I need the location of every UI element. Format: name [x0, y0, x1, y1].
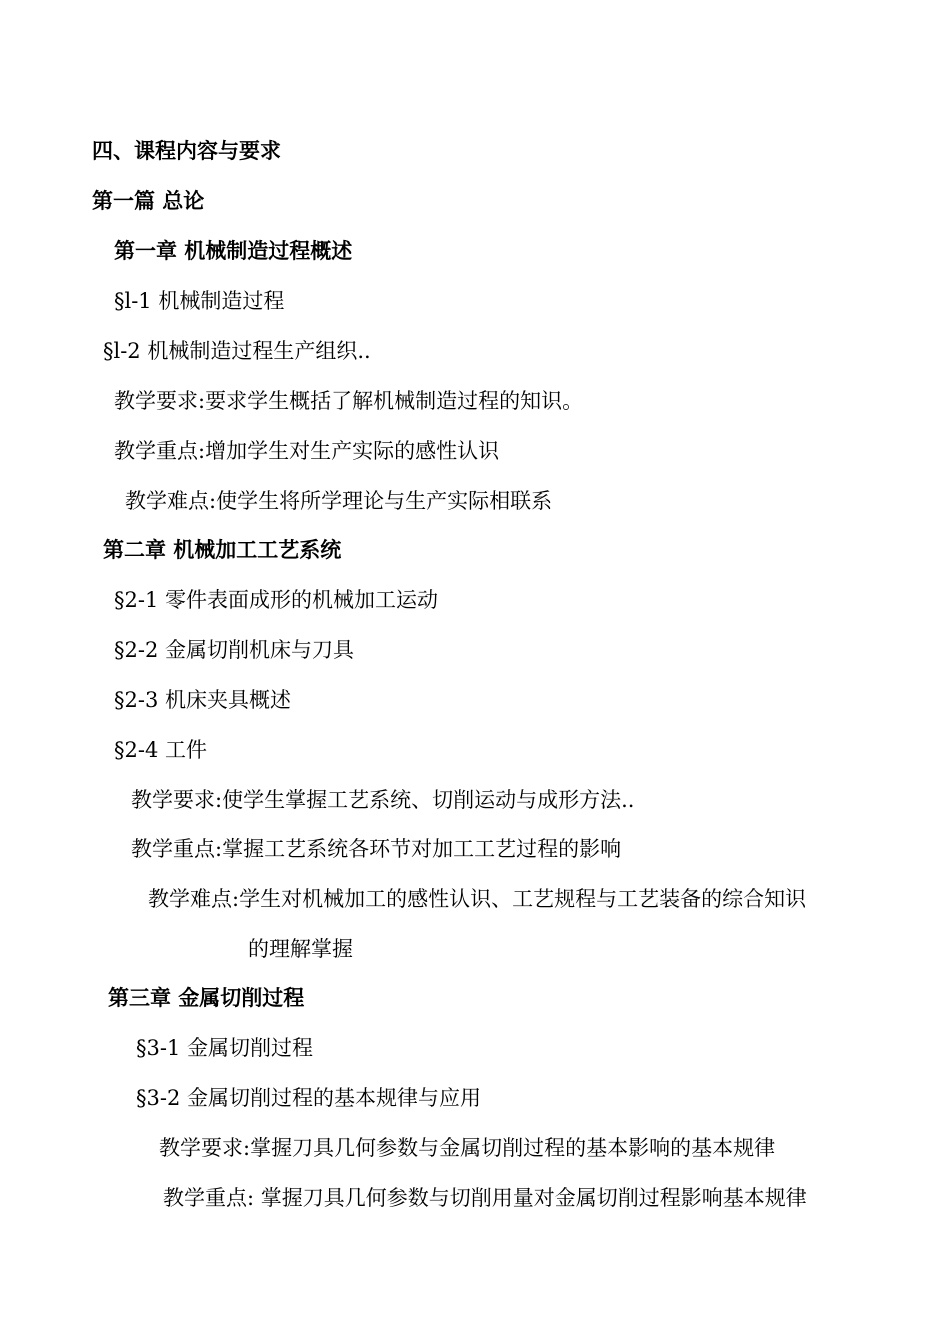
chapter3-title: 第三章 金属切削过程 [108, 986, 305, 1010]
chapter2-key-point: 教学重点:掌握工艺系统各环节对加工工艺过程的影响 [131, 837, 622, 861]
chapter3-item-1: §3-1 金属切削过程 [136, 1036, 313, 1060]
chapter1-item-2: §l-2 机械制造过程生产组织.. [103, 339, 371, 363]
chapter2-requirement: 教学要求:使学生掌握工艺系统、切削运动与成形方法.. [131, 788, 635, 812]
chapter2-item-4: §2-4 工件 [114, 738, 207, 762]
chapter3-key-point: 教学重点: 掌握刀具几何参数与切削用量对金属切削过程影响基本规律 [163, 1186, 807, 1210]
chapter2-item-1: §2-1 零件表面成形的机械加工运动 [114, 588, 438, 612]
chapter2-item-2: §2-2 金属切削机床与刀具 [114, 638, 354, 662]
chapter3-item-2: §3-2 金属切削过程的基本规律与应用 [136, 1086, 481, 1110]
chapter1-title: 第一章 机械制造过程概述 [114, 239, 353, 263]
chapter2-difficulty: 教学难点:学生对机械加工的感性认识、工艺规程与工艺装备的综合知识 [148, 887, 807, 911]
section-title: 四、课程内容与要求 [92, 139, 281, 163]
chapter1-difficulty: 教学难点:使学生将所学理论与生产实际相联系 [125, 489, 553, 513]
chapter2-difficulty-continued: 的理解掌握 [248, 937, 353, 961]
chapter1-item-1: §l-1 机械制造过程 [114, 289, 285, 313]
chapter2-title: 第二章 机械加工工艺系统 [103, 538, 342, 562]
chapter1-key-point: 教学重点:增加学生对生产实际的感性认识 [114, 439, 500, 463]
part-title: 第一篇 总论 [92, 189, 205, 213]
chapter1-requirement: 教学要求:要求学生概括了解机械制造过程的知识。 [114, 389, 584, 413]
chapter2-item-3: §2-3 机床夹具概述 [114, 688, 291, 712]
chapter3-requirement: 教学要求:掌握刀具几何参数与金属切削过程的基本影响的基本规律 [159, 1136, 776, 1160]
